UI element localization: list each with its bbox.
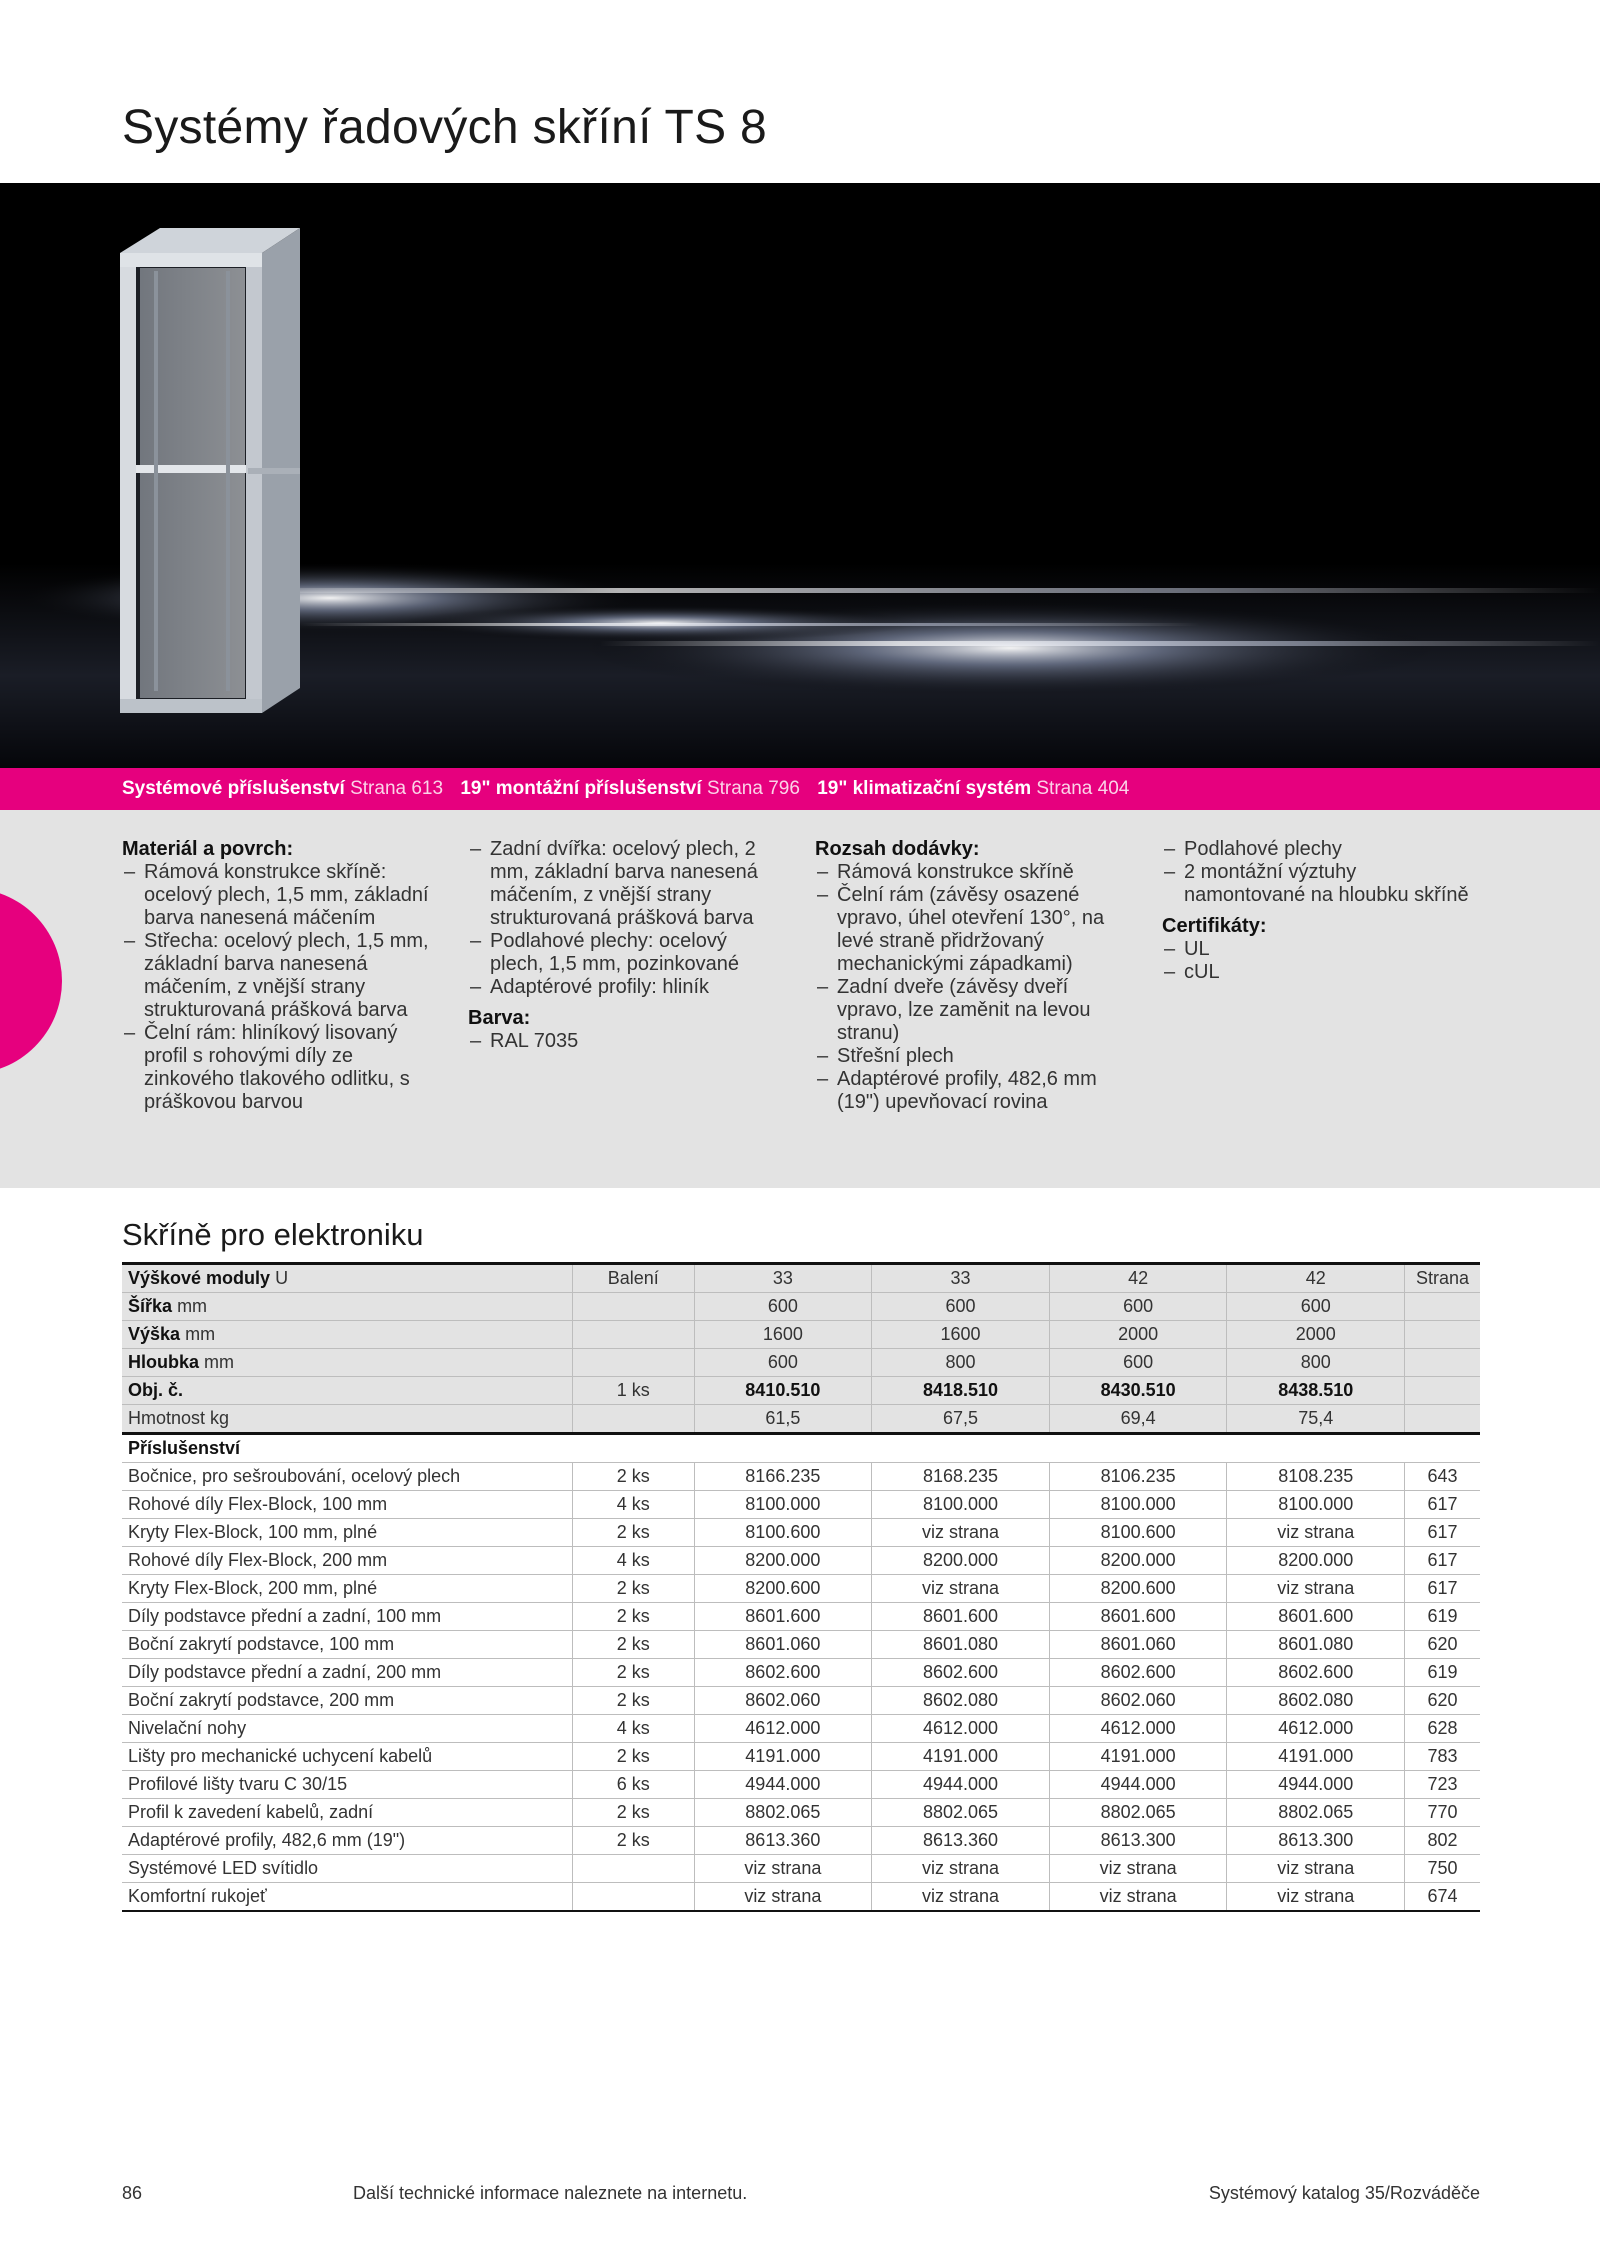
footer-note: Další technické informace naleznete na internetu. <box>353 2183 748 2203</box>
accessory-name: Adaptérové profily, 482,6 mm (19") <box>122 1827 573 1855</box>
accessory-name: Komfortní rukojeť <box>122 1883 573 1912</box>
list-item: – 2 montážní výztuhy namontované na hloubku skříně <box>1162 861 1480 907</box>
header-value-cell: 600 <box>1227 1293 1405 1321</box>
accessory-part-number: 8100.600 <box>1049 1519 1227 1547</box>
accessory-name: Rohové díly Flex-Block, 100 mm <box>122 1491 573 1519</box>
section-title: Skříně pro elektroniku <box>122 1217 424 1252</box>
header-label-cell <box>122 1293 573 1321</box>
header-pack-cell <box>573 1349 694 1377</box>
hero-image <box>0 183 1600 768</box>
accessory-name: Díly podstavce přední a zadní, 200 mm <box>122 1659 573 1687</box>
header-label-cell <box>122 1321 573 1349</box>
accessory-part-number: 8613.300 <box>1049 1827 1227 1855</box>
list-item: – RAL 7035 <box>468 1030 780 1053</box>
accessory-page: 643 <box>1405 1463 1480 1491</box>
accessory-part-number: 8602.060 <box>694 1687 872 1715</box>
header-label: Výškové moduly <box>128 1268 271 1288</box>
accessory-part-number: 8100.600 <box>694 1519 872 1547</box>
accessory-part-number: 4944.000 <box>872 1771 1050 1799</box>
header-value-cell: 67,5 <box>872 1405 1050 1434</box>
accessory-page: 783 <box>1405 1743 1480 1771</box>
accessory-pack: 2 ks <box>573 1743 694 1771</box>
table-header-row <box>122 1349 1480 1377</box>
accessory-part-number: 8601.080 <box>872 1631 1050 1659</box>
accessory-part-number: 4612.000 <box>1227 1715 1405 1743</box>
accessory-pack: 2 ks <box>573 1603 694 1631</box>
color-heading: Barva: <box>468 1007 531 1029</box>
header-page-cell <box>1405 1377 1480 1405</box>
accessory-pack: 2 ks <box>573 1575 694 1603</box>
table-row <box>122 1771 1480 1799</box>
accessory-part-number: 8802.065 <box>1227 1799 1405 1827</box>
accessory-part-number: 8168.235 <box>872 1463 1050 1491</box>
header-label: Výška <box>128 1324 181 1344</box>
accessory-pack: 6 ks <box>573 1771 694 1799</box>
header-pack-cell: Balení <box>573 1264 694 1293</box>
accessory-part-number: 8602.600 <box>694 1659 872 1687</box>
list-item: – Adaptérové profily, 482,6 mm (19") upevňovací rovina <box>815 1068 1127 1114</box>
accessory-part-number: 4191.000 <box>872 1743 1050 1771</box>
accessory-pack: 4 ks <box>573 1547 694 1575</box>
list-item: – Adaptérové profily: hliník <box>468 976 780 999</box>
accessory-part-number: 8601.600 <box>1227 1603 1405 1631</box>
accessory-page: 617 <box>1405 1547 1480 1575</box>
accessory-part-number: 8602.600 <box>872 1659 1050 1687</box>
accessory-part-number: 8108.235 <box>1227 1463 1405 1491</box>
accessory-page: 617 <box>1405 1491 1480 1519</box>
accessory-link-climate[interactable]: 19" klimatizační systém <box>817 778 1032 799</box>
info-column-3 <box>815 838 1127 1114</box>
accessory-part-number: 8601.600 <box>1049 1603 1227 1631</box>
list-item: – Střešní plech <box>815 1045 1127 1068</box>
header-label: Obj. č. <box>128 1380 184 1400</box>
page-number: 86 <box>122 2183 143 2203</box>
list-item: – cUL <box>1162 961 1480 984</box>
table-row <box>122 1715 1480 1743</box>
header-value-cell: 2000 <box>1049 1321 1227 1349</box>
accessory-pack: 4 ks <box>573 1491 694 1519</box>
table-header-row <box>122 1264 1480 1293</box>
accessory-part-number: viz strana <box>1049 1883 1227 1912</box>
accessory-link-system[interactable]: Systémové příslušenství <box>122 778 345 799</box>
header-value-cell: 1600 <box>872 1321 1050 1349</box>
accessory-part-number: 8602.080 <box>1227 1687 1405 1715</box>
header-page-cell <box>1405 1321 1480 1349</box>
accessory-part-number: 4944.000 <box>1049 1771 1227 1799</box>
cabinet-illustration <box>0 183 1600 768</box>
accessory-page-climate: Strana 404 <box>1036 778 1130 799</box>
accessory-page: 617 <box>1405 1519 1480 1547</box>
accessories-bar <box>0 768 1600 810</box>
accessory-page: 628 <box>1405 1715 1480 1743</box>
list-item: – Zadní dveře (závěsy dveří vpravo, lze zaměnit na levou stranu) <box>815 976 1127 1045</box>
table-row <box>122 1603 1480 1631</box>
header-value-cell: 2000 <box>1227 1321 1405 1349</box>
accessory-part-number: 8602.080 <box>872 1687 1050 1715</box>
accessory-pack: 2 ks <box>573 1659 694 1687</box>
table-row <box>122 1743 1480 1771</box>
header-label-cell <box>122 1405 573 1434</box>
accessory-page: 674 <box>1405 1883 1480 1912</box>
accessory-part-number: 8100.000 <box>694 1491 872 1519</box>
header-value-cell: 800 <box>872 1349 1050 1377</box>
accessory-part-number: 8601.060 <box>1049 1631 1227 1659</box>
accessory-part-number: 4191.000 <box>1049 1743 1227 1771</box>
table-row <box>122 1659 1480 1687</box>
accessory-name: Kryty Flex-Block, 200 mm, plné <box>122 1575 573 1603</box>
list-item: – Rámová konstrukce skříně: ocelový plech, 1,5 mm, základní barva nanesená máčením <box>122 861 442 930</box>
accessory-part-number: 4612.000 <box>1049 1715 1227 1743</box>
header-value-cell: 600 <box>694 1349 872 1377</box>
header-page-cell <box>1405 1405 1480 1434</box>
accessory-pack: 4 ks <box>573 1715 694 1743</box>
accessory-part-number: viz strana <box>1049 1855 1227 1883</box>
list-item: – Rámová konstrukce skříně <box>815 861 1127 884</box>
accessory-part-number: 8100.000 <box>1049 1491 1227 1519</box>
header-unit: mm <box>177 1296 208 1316</box>
table-header-row <box>122 1377 1480 1405</box>
header-value-cell: 33 <box>872 1264 1050 1293</box>
header-pack-cell: 1 ks <box>573 1377 694 1405</box>
accessory-part-number: 4191.000 <box>694 1743 872 1771</box>
accessory-page: 619 <box>1405 1659 1480 1687</box>
accessory-name: Díly podstavce přední a zadní, 100 mm <box>122 1603 573 1631</box>
accessory-page: 620 <box>1405 1687 1480 1715</box>
header-page-cell <box>1405 1293 1480 1321</box>
list-item: – Čelní rám (závěsy osazené vpravo, úhel otevření 130°, na levé straně přidržovaný mechanickými západkami) <box>815 884 1127 976</box>
accessory-pack: 2 ks <box>573 1799 694 1827</box>
accessory-part-number: viz strana <box>872 1575 1050 1603</box>
list-item: – Podlahové plechy <box>1162 838 1480 861</box>
accessory-page: 617 <box>1405 1575 1480 1603</box>
accessory-part-number: viz strana <box>694 1883 872 1912</box>
accessory-part-number: viz strana <box>1227 1519 1405 1547</box>
header-value-cell: 61,5 <box>694 1405 872 1434</box>
accessory-part-number: 4612.000 <box>694 1715 872 1743</box>
list-item: – UL <box>1162 938 1480 961</box>
table-row <box>122 1519 1480 1547</box>
accessory-name: Kryty Flex-Block, 100 mm, plné <box>122 1519 573 1547</box>
header-value-cell: 600 <box>1049 1293 1227 1321</box>
accessory-part-number: 8802.065 <box>1049 1799 1227 1827</box>
header-page-cell <box>1405 1349 1480 1377</box>
table-section-row <box>122 1434 1480 1463</box>
accessory-name: Systémové LED svítidlo <box>122 1855 573 1883</box>
accessory-part-number: viz strana <box>872 1519 1050 1547</box>
info-column-1 <box>122 838 442 1114</box>
header-unit: Hmotnost kg <box>128 1408 230 1428</box>
header-label: Hloubka <box>128 1352 200 1372</box>
table-row <box>122 1799 1480 1827</box>
accessory-part-number: 8200.000 <box>694 1547 872 1575</box>
list-item: – Podlahové plechy: ocelový plech, 1,5 mm, pozinkované <box>468 930 780 976</box>
accessory-link-19-mounting[interactable]: 19" montážní příslušenství <box>460 778 702 799</box>
accessory-part-number: 8200.000 <box>1049 1547 1227 1575</box>
accessory-page: 802 <box>1405 1827 1480 1855</box>
accessory-part-number: 8613.360 <box>872 1827 1050 1855</box>
table-header-row <box>122 1405 1480 1434</box>
table-row <box>122 1575 1480 1603</box>
header-value-cell: 33 <box>694 1264 872 1293</box>
header-value-cell: 600 <box>694 1293 872 1321</box>
accessory-part-number: viz strana <box>1227 1883 1405 1912</box>
list-item: – Zadní dvířka: ocelový plech, 2 mm, základní barva nanesená máčením, z vnější strany strukturovaná prášková barva <box>468 838 780 930</box>
accessory-part-number: 8200.000 <box>872 1547 1050 1575</box>
header-unit: mm <box>204 1352 235 1372</box>
header-unit: U <box>275 1268 289 1288</box>
accessory-part-number: 8601.600 <box>694 1603 872 1631</box>
accessory-part-number: 8200.600 <box>1049 1575 1227 1603</box>
accessory-name: Lišty pro mechanické uchycení kabelů <box>122 1743 573 1771</box>
accessory-page-system: Strana 613 <box>350 778 444 799</box>
accessory-part-number: 8601.080 <box>1227 1631 1405 1659</box>
accessory-page: 723 <box>1405 1771 1480 1799</box>
accessory-part-number: 8613.360 <box>694 1827 872 1855</box>
header-pack-cell <box>573 1405 694 1434</box>
accessory-part-number: 4944.000 <box>694 1771 872 1799</box>
header-value-cell: 8438.510 <box>1227 1377 1405 1405</box>
accessory-pack: 2 ks <box>573 1463 694 1491</box>
cert-heading: Certifikáty: <box>1162 915 1267 937</box>
accessory-pack: 2 ks <box>573 1631 694 1659</box>
accessory-name: Rohové díly Flex-Block, 200 mm <box>122 1547 573 1575</box>
table-header-row <box>122 1293 1480 1321</box>
accessory-part-number: 8802.065 <box>694 1799 872 1827</box>
header-value-cell: 8410.510 <box>694 1377 872 1405</box>
header-page-cell: Strana <box>1405 1264 1480 1293</box>
accessory-pack: 2 ks <box>573 1827 694 1855</box>
accessory-part-number: viz strana <box>694 1855 872 1883</box>
table-row <box>122 1547 1480 1575</box>
table-row <box>122 1631 1480 1659</box>
header-label: Šířka <box>128 1296 173 1316</box>
accessory-part-number: 8106.235 <box>1049 1463 1227 1491</box>
section-label: Příslušenství <box>122 1434 1480 1463</box>
header-value-cell: 8430.510 <box>1049 1377 1227 1405</box>
table-row <box>122 1855 1480 1883</box>
accessory-part-number: 8166.235 <box>694 1463 872 1491</box>
list-item: – Střecha: ocelový plech, 1,5 mm, základní barva nanesená máčením, z vnější strany strukturovaná prášková barva <box>122 930 442 1022</box>
accessory-part-number: viz strana <box>872 1883 1050 1912</box>
material-heading: Materiál a povrch: <box>122 838 294 860</box>
table-row <box>122 1491 1480 1519</box>
product-table <box>122 1262 1480 1912</box>
accessory-part-number: 8601.060 <box>694 1631 872 1659</box>
table-row <box>122 1463 1480 1491</box>
accessory-pack <box>573 1855 694 1883</box>
table-header-row <box>122 1321 1480 1349</box>
accessory-name: Boční zakrytí podstavce, 100 mm <box>122 1631 573 1659</box>
table-row <box>122 1687 1480 1715</box>
header-label-cell <box>122 1377 573 1405</box>
accessory-page: 770 <box>1405 1799 1480 1827</box>
accessory-part-number: 8613.300 <box>1227 1827 1405 1855</box>
page-title: Systémy řadových skříní TS 8 <box>122 101 768 154</box>
accessory-name: Profil k zavedení kabelů, zadní <box>122 1799 573 1827</box>
accessory-part-number: 4191.000 <box>1227 1743 1405 1771</box>
accessory-part-number: 8602.600 <box>1227 1659 1405 1687</box>
table-row <box>122 1827 1480 1855</box>
accessory-page-19-mounting: Strana 796 <box>706 778 800 799</box>
accessory-part-number: 4944.000 <box>1227 1771 1405 1799</box>
scope-heading: Rozsah dodávky: <box>815 838 980 860</box>
accessory-name: Bočnice, pro sešroubování, ocelový plech <box>122 1463 573 1491</box>
accessory-part-number: viz strana <box>1227 1855 1405 1883</box>
accessory-page: 620 <box>1405 1631 1480 1659</box>
header-label-cell <box>122 1264 573 1293</box>
header-value-cell: 800 <box>1227 1349 1405 1377</box>
accessory-name: Profilové lišty tvaru C 30/15 <box>122 1771 573 1799</box>
accessory-name: Boční zakrytí podstavce, 200 mm <box>122 1687 573 1715</box>
list-item: – Čelní rám: hliníkový lisovaný profil s rohovými díly ze zinkového tlakového odlitku, s práškovou barvou <box>122 1022 442 1114</box>
accessory-part-number: 8802.065 <box>872 1799 1050 1827</box>
accessory-part-number: 8601.600 <box>872 1603 1050 1631</box>
info-column-2 <box>468 838 780 1053</box>
accessory-pack: 2 ks <box>573 1519 694 1547</box>
header-value-cell: 8418.510 <box>872 1377 1050 1405</box>
header-value-cell: 1600 <box>694 1321 872 1349</box>
header-unit: mm <box>185 1324 216 1344</box>
header-pack-cell <box>573 1321 694 1349</box>
header-value-cell: 600 <box>872 1293 1050 1321</box>
accessory-part-number: 8200.600 <box>694 1575 872 1603</box>
accessory-page: 750 <box>1405 1855 1480 1883</box>
accessory-part-number: viz strana <box>1227 1575 1405 1603</box>
header-value-cell: 42 <box>1049 1264 1227 1293</box>
header-label-cell <box>122 1349 573 1377</box>
table-row <box>122 1883 1480 1912</box>
header-value-cell: 600 <box>1049 1349 1227 1377</box>
footer-catalog: Systémový katalog 35/Rozváděče <box>1208 2183 1480 2203</box>
header-value-cell: 69,4 <box>1049 1405 1227 1434</box>
accessory-part-number: 8100.000 <box>1227 1491 1405 1519</box>
accessory-page: 619 <box>1405 1603 1480 1631</box>
accessory-part-number: 8200.000 <box>1227 1547 1405 1575</box>
header-pack-cell <box>573 1293 694 1321</box>
accessory-part-number: 4612.000 <box>872 1715 1050 1743</box>
accessory-name: Nivelační nohy <box>122 1715 573 1743</box>
accessory-pack <box>573 1883 694 1912</box>
accessory-part-number: 8602.060 <box>1049 1687 1227 1715</box>
accessory-part-number: 8100.000 <box>872 1491 1050 1519</box>
header-value-cell: 42 <box>1227 1264 1405 1293</box>
info-column-4 <box>1162 838 1480 984</box>
header-value-cell: 75,4 <box>1227 1405 1405 1434</box>
accessory-part-number: viz strana <box>872 1855 1050 1883</box>
accessory-pack: 2 ks <box>573 1687 694 1715</box>
accessory-part-number: 8602.600 <box>1049 1659 1227 1687</box>
